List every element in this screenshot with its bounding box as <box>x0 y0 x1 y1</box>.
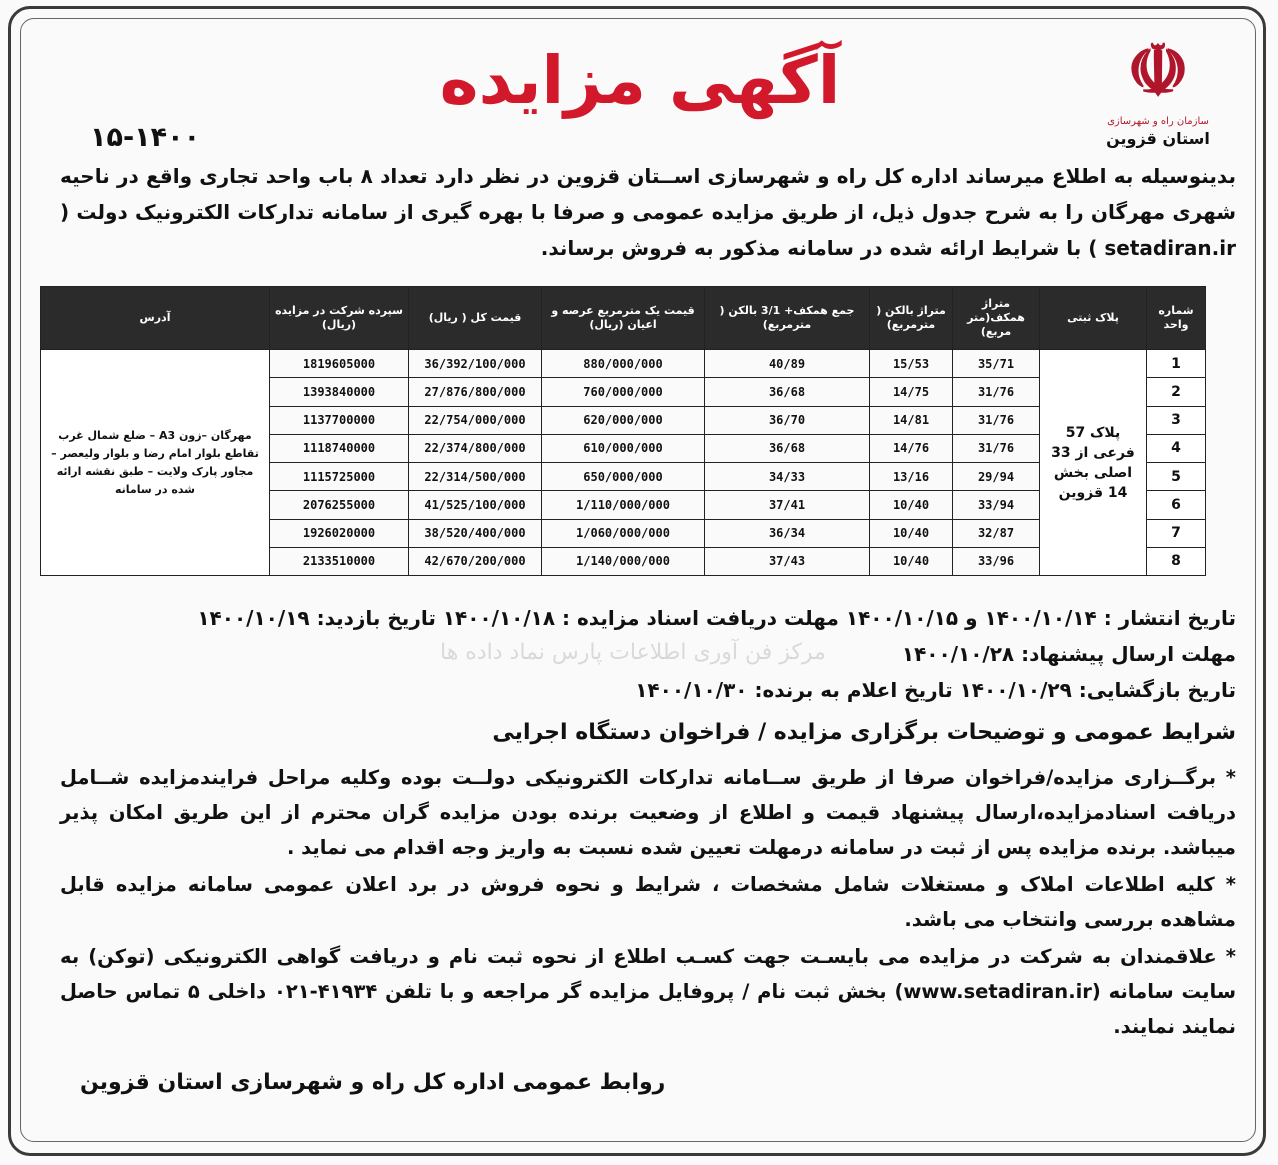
ground-area-cell: 33/94 <box>953 491 1040 519</box>
price-per-m2-cell: 610/000/000 <box>542 434 705 462</box>
total-area-cell: 37/41 <box>705 491 870 519</box>
price-per-m2-cell: 620/000/000 <box>542 406 705 434</box>
deposit-cell: 1137700000 <box>270 406 409 434</box>
condition-item: * کلیه اطلاعات املاک و مستغلات شامل مشخصات ، شرایط و نحوه فروش در برد اعلان عمومی سامانه مزایده قابل مشاهده بررسی وانتخاب می باشد. <box>60 873 1236 931</box>
col-deposit: سپرده شرکت در مزایده (ریال) <box>270 287 409 350</box>
table-header-row <box>41 287 1206 350</box>
balcony-area-cell: 15/53 <box>870 350 953 378</box>
conditions-title: شرایط عمومی و توضیحات برگزاری مزایده / فراخوان دستگاه اجرایی <box>492 720 1236 745</box>
table-row <box>41 350 1206 378</box>
deposit-cell: 1118740000 <box>270 434 409 462</box>
deposit-cell: 1926020000 <box>270 519 409 547</box>
total-price-cell: 27/876/800/000 <box>409 378 542 406</box>
intro-paragraph: بدینوسیله به اطلاع میرساند اداره کل راه و شهرسازی اســتان قزوین در نظر دارد تعداد ۸ باب واحد تجاری واقع در ناحیه شهری مهرگان را به شرح جدول ذیل، از طریق مزایده عمومی و صرفا با بهره گیری از سامانه تدارکات الکترونیک دولت ( setadiran.ir ) با شرایط ارائه شده در سامانه مذکور به فروش برساند. <box>60 164 1236 260</box>
deposit-cell: 1393840000 <box>270 378 409 406</box>
col-total-area: جمع همکف+ 3/1 بالکن ( مترمربع) <box>705 287 870 350</box>
ground-area-cell: 31/76 <box>953 434 1040 462</box>
col-plaque: پلاک ثبتی <box>1040 287 1147 350</box>
balcony-area-cell: 10/40 <box>870 519 953 547</box>
col-price-per-m2: قیمت یک مترمربع عرصه و اعیان (ریال) <box>542 287 705 350</box>
unit-number-cell: 1 <box>1147 350 1206 378</box>
ground-area-cell: 29/94 <box>953 463 1040 491</box>
balcony-area-cell: 14/75 <box>870 378 953 406</box>
deposit-cell: 1115725000 <box>270 463 409 491</box>
total-area-cell: 34/33 <box>705 463 870 491</box>
total-area-cell: 40/89 <box>705 350 870 378</box>
province-name: استان قزوین <box>1106 129 1210 148</box>
emblem-icon: ☫ <box>1126 29 1190 112</box>
conditions-list <box>60 760 1236 1046</box>
col-balcony-area: متراژ بالکن ( مترمربع) <box>870 287 953 350</box>
opening-dates: تاریخ بازگشایی: ۱۴۰۰/۱۰/۲۹ تاریخ اعلام به برنده: ۱۴۰۰/۱۰/۳۰ <box>635 678 1236 702</box>
submission-deadline: مهلت ارسال پیشنهاد: ۱۴۰۰/۱۰/۲۸ <box>901 642 1236 666</box>
watermark: مرکز فن آوری اطلاعات پارس نماد داده ها <box>440 640 826 665</box>
ground-area-cell: 32/87 <box>953 519 1040 547</box>
signature: روابط عمومی اداره کل راه و شهرسازی استان قزوین <box>80 1070 666 1095</box>
col-address: آدرس <box>41 287 270 350</box>
ground-area-cell: 31/76 <box>953 406 1040 434</box>
price-per-m2-cell: 1/140/000/000 <box>542 547 705 575</box>
unit-number-cell: 5 <box>1147 463 1206 491</box>
iran-emblem-logo <box>1092 26 1224 171</box>
total-price-cell: 41/525/100/000 <box>409 491 542 519</box>
balcony-area-cell: 13/16 <box>870 463 953 491</box>
publish-dates: تاریخ انتشار : ۱۴۰۰/۱۰/۱۴ و ۱۴۰۰/۱۰/۱۵ مهلت دریافت اسناد مزایده : ۱۴۰۰/۱۰/۱۸ تاریخ بازدید: ۱۴۰۰/۱۰/۱۹ <box>197 606 1236 630</box>
price-per-m2-cell: 880/000/000 <box>542 350 705 378</box>
balcony-area-cell: 10/40 <box>870 491 953 519</box>
total-area-cell: 36/68 <box>705 378 870 406</box>
units-table <box>40 286 1206 576</box>
org-name-small: سازمان راه و شهرسازی <box>1107 116 1209 127</box>
price-per-m2-cell: 1/060/000/000 <box>542 519 705 547</box>
balcony-area-cell: 14/81 <box>870 406 953 434</box>
balcony-area-cell: 10/40 <box>870 547 953 575</box>
col-total-price: قیمت کل ( ریال) <box>409 287 542 350</box>
ground-area-cell: 33/96 <box>953 547 1040 575</box>
condition-item: * علاقمندان به شرکت در مزایده می بایسـت جهت کسـب اطلاع از نحوه ثبت نام و دریافت گواهی الکترونیکی (توکن) به سایت سامانه (www.setadiran.ir) بخش ثبت نام / پروفایل مزایده گر مراجعه و با تلفن ۴۱۹۳۴-۰۲۱ داخلی ۵ تماس حاصل نمایند نمایند. <box>60 945 1236 1038</box>
total-price-cell: 36/392/100/000 <box>409 350 542 378</box>
total-price-cell: 22/754/000/000 <box>409 406 542 434</box>
price-per-m2-cell: 1/110/000/000 <box>542 491 705 519</box>
price-per-m2-cell: 650/000/000 <box>542 463 705 491</box>
unit-number-cell: 7 <box>1147 519 1206 547</box>
unit-number-cell: 2 <box>1147 378 1206 406</box>
total-area-cell: 36/70 <box>705 406 870 434</box>
unit-number-cell: 4 <box>1147 434 1206 462</box>
total-price-cell: 38/520/400/000 <box>409 519 542 547</box>
ground-area-cell: 31/76 <box>953 378 1040 406</box>
unit-number-cell: 6 <box>1147 491 1206 519</box>
total-area-cell: 36/68 <box>705 434 870 462</box>
total-area-cell: 37/43 <box>705 547 870 575</box>
ground-area-cell: 35/71 <box>953 350 1040 378</box>
total-price-cell: 42/670/200/000 <box>409 547 542 575</box>
deposit-cell: 2133510000 <box>270 547 409 575</box>
page-title: آگهی مزایده <box>439 42 841 119</box>
deposit-cell: 1819605000 <box>270 350 409 378</box>
price-per-m2-cell: 760/000/000 <box>542 378 705 406</box>
col-ground-area: متراژ همکف(متر مربع) <box>953 287 1040 350</box>
ad-number: ۱۵-۱۴۰۰ <box>90 122 201 153</box>
total-price-cell: 22/374/800/000 <box>409 434 542 462</box>
total-area-cell: 36/34 <box>705 519 870 547</box>
unit-number-cell: 8 <box>1147 547 1206 575</box>
plaque-cell: پلاک 57 فرعی از 33 اصلی بخش 14 قزوین <box>1040 350 1147 576</box>
col-unit-number: شماره واحد <box>1147 287 1206 350</box>
deposit-cell: 2076255000 <box>270 491 409 519</box>
condition-item: * برگــزاری مزایده/فراخوان صرفا از طریق ســامانه تدارکات الکترونیکی دولــت بوده وکلیه مراحل فرایندمزایده شــامل دریافت اسنادمزایده،ارسال پیشنهاد قیمت و اطلاع از وضعیت برنده بودن مزایده گران محترم از این طریق امکان پذیر میباشد. برنده مزایده پس از ثبت در سامانه درمهلت تعیین شده نسبت به واریز وجه اقدام می نماید . <box>60 766 1236 859</box>
unit-number-cell: 3 <box>1147 406 1206 434</box>
address-cell: مهرگان –زون A3 – ضلع شمال غرب تقاطع بلوار امام رضا و بلوار ولیعصر – مجاور پارک ولایت – طبق نقشه ارائه شده در سامانه <box>41 350 270 576</box>
total-price-cell: 22/314/500/000 <box>409 463 542 491</box>
balcony-area-cell: 14/76 <box>870 434 953 462</box>
